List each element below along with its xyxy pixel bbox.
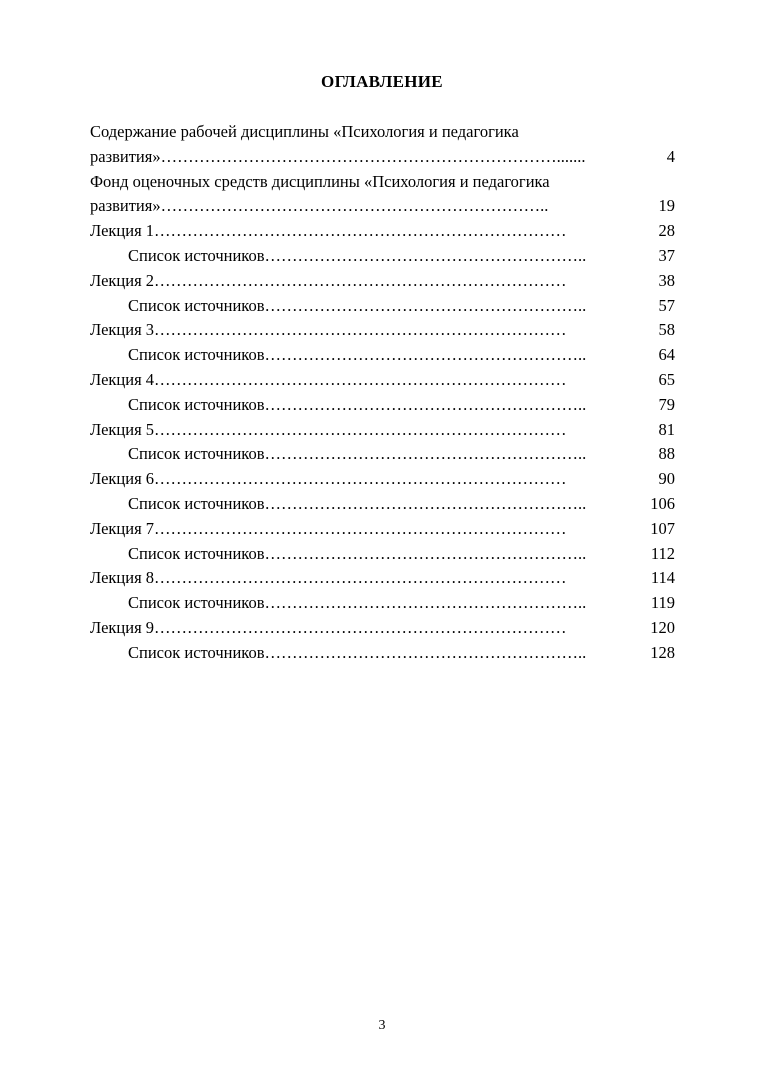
toc-entry-sources-5[interactable]: [90, 442, 675, 467]
toc-entry-page: 81: [658, 419, 675, 439]
toc-entry-page: 4: [666, 146, 675, 166]
toc-entry-lecture-6[interactable]: [90, 467, 675, 492]
toc-entry-title: Список источников: [128, 444, 265, 464]
toc-entry-title: Лекция 7: [90, 518, 155, 538]
dot-leader: …………………………………………………..: [264, 345, 587, 365]
toc-entry-title: Список источников: [128, 642, 265, 662]
toc-entry-title-line: Фонд оценочных средств дисциплины «Психология и педагогика: [90, 171, 550, 191]
toc-entry-title: Список источников: [128, 245, 265, 265]
dot-leader: …………………………………………………..: [264, 444, 587, 464]
dot-leader: ……………………………………………………………….......: [160, 146, 586, 166]
toc-entry-program[interactable]: [90, 120, 675, 170]
toc-entry-title: Лекция 2: [90, 270, 155, 290]
toc-entry-title: Список источников: [128, 345, 265, 365]
toc-entry-page: 88: [658, 444, 675, 464]
toc-entry-title: Лекция 6: [90, 469, 155, 489]
dot-leader: ……………………………………………………………..: [160, 196, 549, 216]
toc-entry-title: развития»: [90, 196, 161, 216]
dot-leader: …………………………………………………………………: [154, 469, 567, 489]
toc-entry-title: Лекция 9: [90, 617, 155, 637]
toc-entry-lecture-5[interactable]: [90, 418, 675, 443]
dot-leader: …………………………………………………..: [264, 593, 587, 613]
toc-entry-page: 107: [650, 518, 675, 538]
toc-title: ОГЛАВЛЕНИЕ: [321, 72, 443, 91]
dot-leader: …………………………………………………..: [264, 394, 587, 414]
dot-leader: …………………………………………………………………: [154, 518, 567, 538]
toc-entry-title: Список источников: [128, 394, 265, 414]
toc-entry-title: Лекция 5: [90, 419, 155, 439]
dot-leader: …………………………………………………………………: [154, 617, 567, 637]
toc-entry-page: 38: [658, 270, 675, 290]
toc-entry-lecture-4[interactable]: [90, 368, 675, 393]
toc-entry-page: 90: [658, 469, 675, 489]
page-number: 3: [378, 1018, 386, 1033]
toc-entry-title: Лекция 8: [90, 568, 155, 588]
dot-leader: …………………………………………………………………: [154, 270, 567, 290]
dot-leader: …………………………………………………..: [264, 295, 587, 315]
toc-entry-sources-4[interactable]: [90, 393, 675, 418]
dot-leader: …………………………………………………………………: [154, 369, 567, 389]
toc-entry-page: 112: [650, 543, 675, 563]
toc-entry-page: 65: [658, 369, 675, 389]
toc-entry-sources-7[interactable]: [90, 542, 675, 567]
toc-entry-sources-1[interactable]: [90, 244, 675, 269]
toc-entry-lecture-1[interactable]: [90, 219, 675, 244]
toc-entry-title-line: Содержание рабочей дисциплины «Психология и педагогика: [90, 122, 519, 141]
toc-entry-lecture-8[interactable]: [90, 566, 675, 591]
toc-entry-title: Лекция 3: [90, 320, 155, 340]
dot-leader: …………………………………………………..: [264, 543, 587, 563]
toc-entry-lecture-3[interactable]: [90, 318, 675, 343]
toc-entry-title: Список источников: [128, 493, 265, 513]
toc-entry-sources-8[interactable]: [90, 591, 675, 616]
toc-entry-page: 79: [658, 394, 675, 414]
toc-entry-page: 114: [650, 568, 675, 588]
toc-entry-sources-3[interactable]: [90, 343, 675, 368]
dot-leader: …………………………………………………..: [264, 642, 587, 662]
toc-entry-page: 19: [658, 196, 675, 216]
toc-entry-lecture-7[interactable]: [90, 517, 675, 542]
toc-entry-page: 120: [650, 617, 675, 637]
toc-entry-assessment-fund[interactable]: [90, 170, 675, 220]
dot-leader: …………………………………………………………………: [154, 568, 567, 588]
toc-entry-title: Список источников: [128, 543, 265, 563]
toc-entry-title: Лекция 4: [90, 369, 155, 389]
toc-entry-sources-9[interactable]: [90, 641, 675, 666]
dot-leader: …………………………………………………..: [264, 493, 587, 513]
toc-entry-title: развития»: [90, 146, 161, 166]
toc-entry-title: Лекция 1: [90, 221, 155, 241]
toc-entry-page: 58: [658, 320, 675, 340]
table-of-contents: [90, 120, 675, 666]
toc-entry-title: Список источников: [128, 593, 265, 613]
toc-entry-lecture-9[interactable]: [90, 616, 675, 641]
toc-entry-page: 57: [658, 295, 675, 315]
toc-entry-page: 106: [650, 493, 675, 513]
toc-entry-page: 37: [658, 245, 675, 265]
dot-leader: …………………………………………………..: [264, 245, 587, 265]
toc-entry-page: 119: [650, 593, 675, 613]
dot-leader: …………………………………………………………………: [154, 419, 567, 439]
toc-entry-page: 128: [650, 642, 675, 662]
toc-entry-lecture-2[interactable]: [90, 269, 675, 294]
toc-entry-page: 28: [658, 221, 675, 241]
toc-entry-sources-6[interactable]: [90, 492, 675, 517]
toc-entry-page: 64: [658, 345, 675, 365]
dot-leader: …………………………………………………………………: [154, 221, 567, 241]
toc-entry-sources-2[interactable]: [90, 294, 675, 319]
dot-leader: …………………………………………………………………: [154, 320, 567, 340]
toc-entry-title: Список источников: [128, 295, 265, 315]
